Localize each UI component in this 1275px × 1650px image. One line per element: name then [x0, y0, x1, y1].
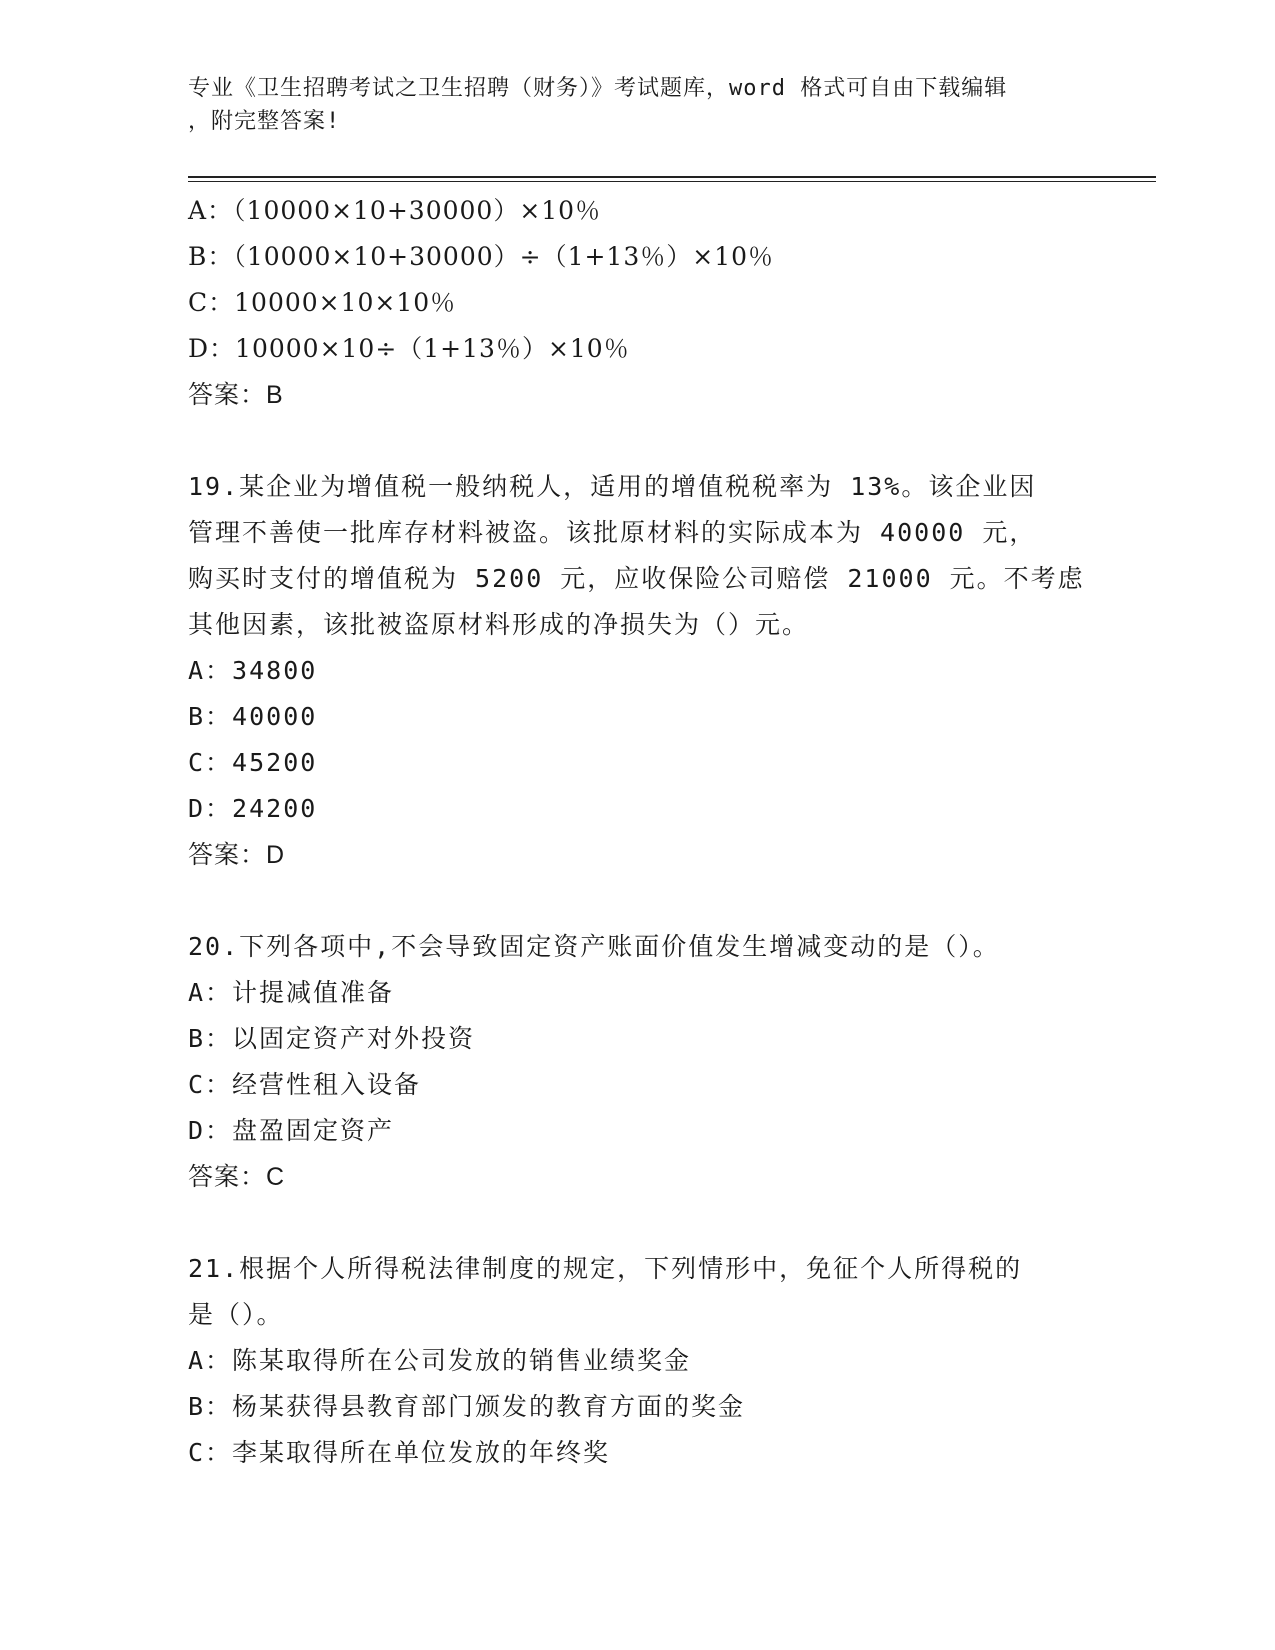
header-divider-thin: [188, 181, 1156, 182]
option-c: C：李某取得所在单位发放的年终奖: [188, 1438, 611, 1467]
question-stem-line: 管理不善使一批库存材料被盗。该批原材料的实际成本为 40000 元，: [188, 518, 1037, 547]
option-c: C：经营性租入设备: [188, 1070, 422, 1099]
question-stem-line: 21.根据个人所得税法律制度的规定，下列情形中，免征个人所得税的: [188, 1254, 1023, 1283]
option-b: B：杨某获得县教育部门颁发的教育方面的奖金: [188, 1392, 746, 1421]
option-a: A：（10000×10+30000）×10％: [188, 196, 602, 225]
option-a: A：34800: [188, 656, 318, 685]
option-a: A：陈某取得所在公司发放的销售业绩奖金: [188, 1346, 692, 1375]
option-b: B：40000: [188, 702, 318, 731]
question-18: [188, 188, 1088, 418]
question-stem-line: 19.某企业为增值税一般纳税人，适用的增值税税率为 13%。该企业因: [188, 472, 1037, 501]
option-c: C：45200: [188, 748, 318, 777]
spacer: [188, 878, 1088, 924]
option-d: D：盘盈固定资产: [188, 1116, 395, 1145]
header-divider-thick: [188, 176, 1156, 178]
header-line-1: 专业《卫生招聘考试之卫生招聘（财务）》考试题库，word 格式可自由下载编辑: [188, 76, 1008, 101]
header-line-2: ，附完整答案!: [188, 109, 341, 134]
question-20: [188, 924, 1088, 1200]
question-19: [188, 464, 1088, 878]
answer-line: 答案：C: [188, 1163, 286, 1191]
question-stem-line: 是（）。: [188, 1300, 284, 1329]
option-b: B：以固定资产对外投资: [188, 1024, 476, 1053]
question-stem-line: 其他因素，该批被盗原材料形成的净损失为（）元。: [188, 610, 810, 639]
question-21: [188, 1246, 1088, 1476]
option-c: C：10000×10×10％: [188, 288, 457, 317]
answer-line: 答案：D: [188, 841, 286, 869]
answer-line: 答案：B: [188, 381, 284, 409]
spacer: [188, 1200, 1088, 1246]
option-a: A：计提减值准备: [188, 978, 395, 1007]
option-d: D：24200: [188, 794, 318, 823]
question-stem-line: 购买时支付的增值税为 5200 元，应收保险公司赔偿 21000 元。不考虑: [188, 564, 1085, 593]
spacer: [188, 418, 1088, 464]
document-header: [188, 72, 1078, 138]
option-d: D：10000×10÷（1+13％）×10％: [188, 334, 630, 363]
question-stem-line: 20.下列各项中,不会导致固定资产账面价值发生增减变动的是（）。: [188, 932, 1000, 961]
option-b: B：（10000×10+30000）÷（1+13％）×10％: [188, 242, 775, 271]
question-content: [188, 188, 1088, 1476]
